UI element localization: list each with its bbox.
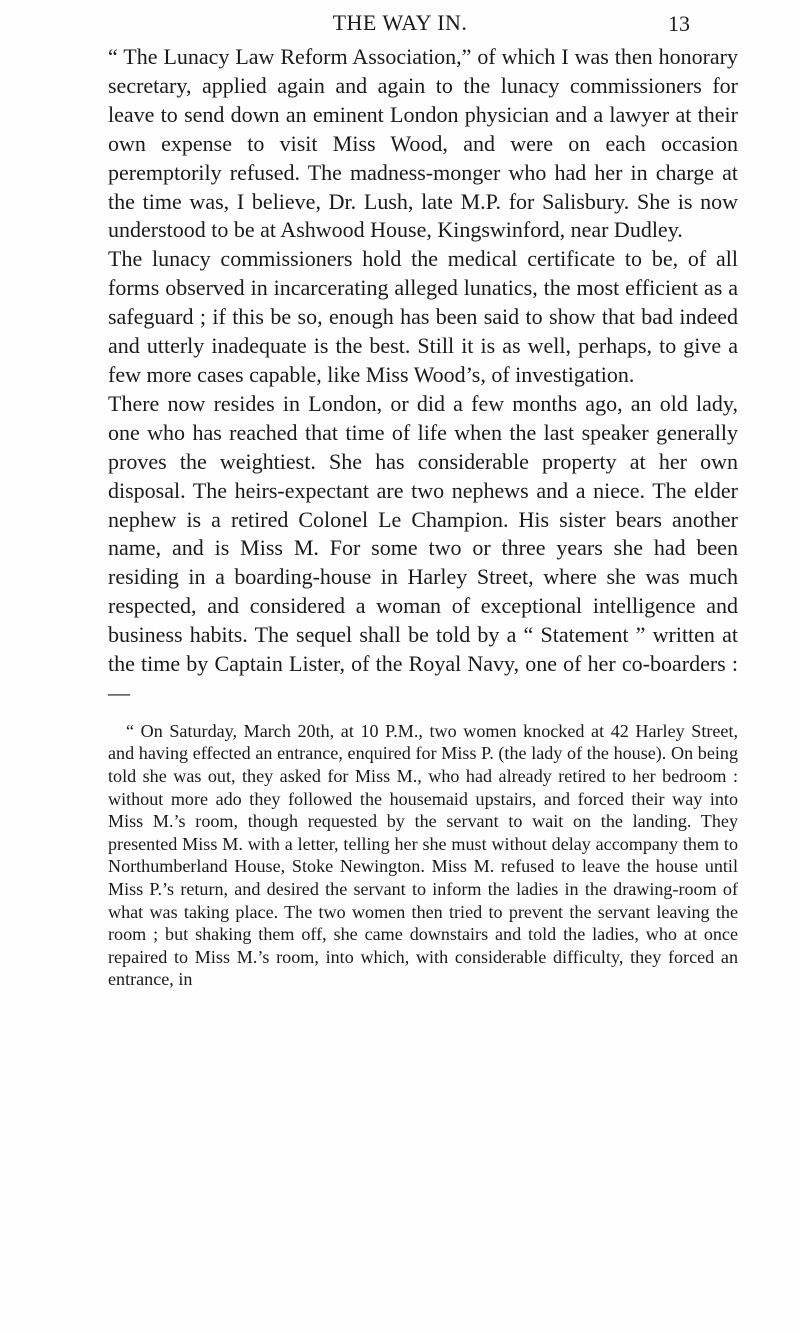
quoted-statement: “ On Saturday, March 20th, at 10 P.M., two women knocked at 42 Harley Street, and having effected an entrance, enquired for Miss P. (the lady of the house). On being told she was out, they asked for Miss M., who had already retired to her bedroom : without more ado they followed the housemaid upstairs, and forced their way into Miss M.’s room, though requested by the servant to wait on the landing. They presented Miss M. with a letter, telling her she must without delay accompany them to Northumberland House, Stoke Newington. Miss M. refused to leave the house until Miss P.’s return, and desired the servant to inform the ladies in the drawing-room of what was taking place. The two women then tried to prevent the servant leaving the room ; but shaking them off, she came downstairs and told the ladies, who at once repaired to Miss M.’s room, into which, with considerable difficulty, they forced an entrance, in	[108, 720, 738, 990]
running-head	[110, 6, 690, 46]
paragraph-lunacy-law-reform: “ The Lunacy Law Reform Association,” of which I was then honorary secretary, applied again and again to the lunacy commissioners for leave to send down an eminent London physician and a lawyer at their own expense to visit Miss Wood, and were on each occasion peremptorily refused. The madness-monger who had her in charge at the time was, I believe, Dr. Lush, late M.P. for Salisbury. She is now understood to be at Ashwood House, Kingswinford, near Dudley.	[108, 44, 738, 243]
running-head-title: THE WAY IN.	[332, 10, 468, 35]
paragraph-medical-certificate: The lunacy commissioners hold the medical certificate to be, of all forms observed in incarcerating alleged lunatics, the most efficient as a safeguard ; if this be so, enough has been said to show that bad indeed and utterly inadequate is the best. Still it is as well, perhaps, to give a few more cases capable, like Miss Wood’s, of investigation.	[108, 246, 738, 387]
page-number: 13	[668, 11, 690, 36]
body-text	[108, 43, 738, 991]
paragraph-old-lady: There now resides in London, or did a few months ago, an old lady, one who has reached that time of life when the last speaker generally proves the weightiest. She has considerable property at her own disposal. The heirs-expectant are two nephews and a niece. The elder nephew is a retired Colonel Le Champion. His sister bears another name, and is Miss M. For some two or three years she had been residing in a boarding-house in Harley Street, where she was much respected, and considered a woman of exceptional intelligence and business habits. The sequel shall be told by a “ Statement ” written at the time by Captain Lister, of the Royal Navy, one of her co-boarders :—	[108, 390, 738, 705]
